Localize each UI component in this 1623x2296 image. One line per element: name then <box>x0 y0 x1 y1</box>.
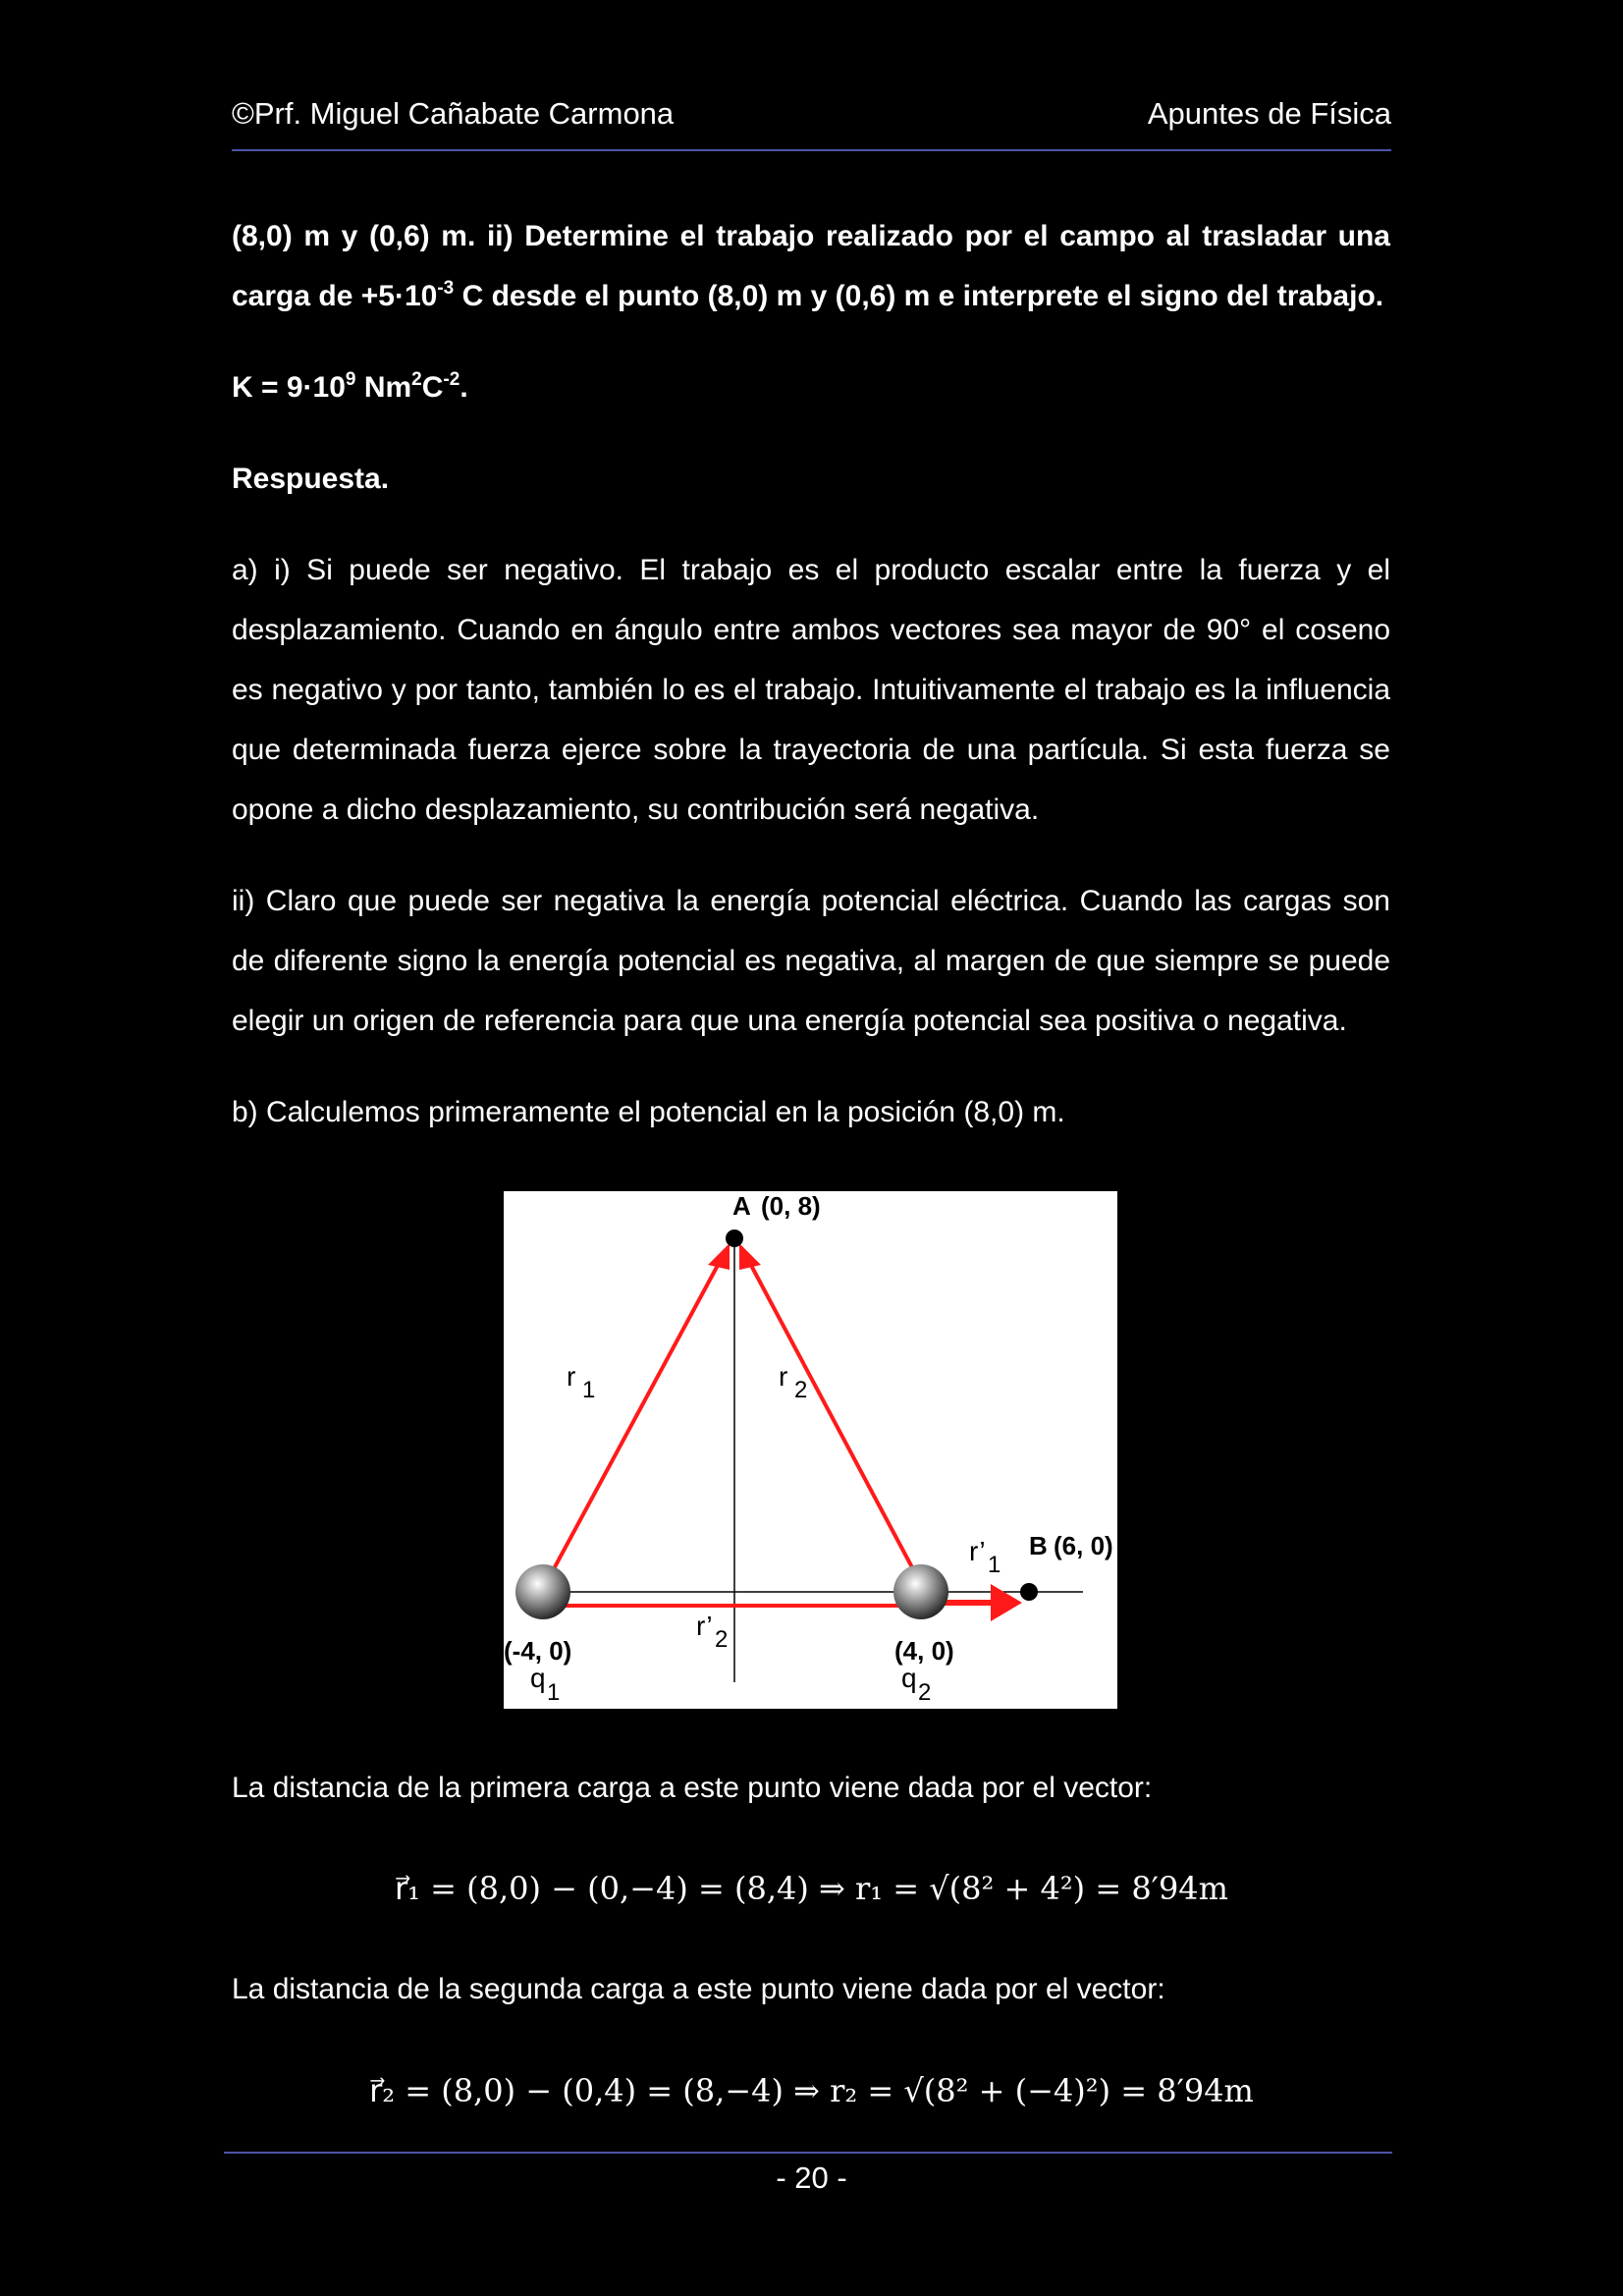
r1-arrowhead <box>708 1243 730 1270</box>
header-author: ©Prf. Miguel Cañabate Carmona <box>232 96 675 131</box>
label-r-prime-1: r’ <box>969 1536 986 1566</box>
k-text-2: Nm <box>355 371 412 404</box>
label-point-b: B <box>1029 1531 1048 1560</box>
page-header <box>232 90 1391 151</box>
distance-section <box>232 1758 1390 1818</box>
label-q2: q <box>901 1663 917 1693</box>
text-distance-2: La distancia de la segunda carga a este punto viene dada por el vector: <box>232 1973 1165 2005</box>
r2-arrowhead <box>739 1243 761 1270</box>
k-exp-3: -2 <box>443 369 460 390</box>
point-a-marker <box>726 1230 743 1247</box>
label-r2-sub: 2 <box>794 1377 808 1403</box>
equation-r2: r⃗₂ = (8,0) − (0,4) = (8,−4) ⇒ r₂ = √(8² + (−4)²) = 8′94m <box>369 2072 1254 2109</box>
r-prime-1-arrowhead <box>991 1584 1022 1621</box>
label-q1: q <box>530 1663 546 1693</box>
k-exp-1: 9 <box>345 369 356 390</box>
charge-q2-sphere <box>893 1564 948 1619</box>
k-text-4: . <box>460 371 468 404</box>
problem-line-1: (8,0) m y (0,6) m. ii) Determine el trabajo realizado por el campo al trasladar una carga <box>232 220 1390 312</box>
footer-rule <box>224 2152 1392 2154</box>
distance-section-2 <box>232 1959 1390 2019</box>
label-r-prime-1-sub: 1 <box>988 1552 1001 1578</box>
label-point-a: A <box>732 1191 751 1221</box>
equation-r1: r⃗₁ = (8,0) − (0,−4) = (8,4) ⇒ r₁ = √(8² + 4²) = 8′94m <box>394 1870 1228 1907</box>
label-point-b-coords: (6, 0) <box>1054 1531 1113 1560</box>
label-r1-sub: 1 <box>582 1377 596 1403</box>
r2-vector <box>747 1258 921 1584</box>
r1-vector <box>543 1258 722 1589</box>
label-q2-sub: 2 <box>918 1679 932 1706</box>
problem-exponent: -3 <box>437 278 455 299</box>
problem-line-2-post: C desde el punto (8,0) m y (0,6) m e interprete el signo del trabajo. <box>454 280 1384 312</box>
label-r-prime-2: r’ <box>696 1611 713 1641</box>
k-text-3: C <box>421 371 444 404</box>
charge-q1-sphere <box>515 1564 570 1619</box>
label-r1: r <box>567 1361 576 1392</box>
page-number: - 20 - <box>776 2160 847 2195</box>
paragraph-b: b) Calculemos primeramente el potencial en la posición (8,0) m. <box>232 1096 1065 1128</box>
charges-diagram <box>504 1191 1117 1709</box>
problem-statement <box>232 206 1390 326</box>
label-point-a-coords: (0, 8) <box>761 1191 821 1221</box>
page-body <box>232 206 1390 1142</box>
paragraph-ii: ii) Claro que puede ser negativa la energía potencial eléctrica. Cuando las cargas son de diferente signo la energía potencial es negativa, al margen de que siempre se puede elegir un origen de referencia para que una energía potencial sea positiva o negativa. <box>232 885 1390 1037</box>
k-exp-2: 2 <box>411 369 422 390</box>
paragraph-a: a) i) Si puede ser negativo. El trabajo es el producto escalar entre la fuerza y el desplazamiento. Cuando en ángulo entre ambos vectores sea mayor de 90° el coseno es negativo y por tanto, también lo es el trabajo. Intuitivamente el trabajo es la influencia que determinada fuerza ejerce sobre la trayectoria de una partícula. Si esta fuerza se opone a dicho desplazamiento, su contribución será negativa. <box>232 554 1390 826</box>
label-q1-coords: (-4, 0) <box>504 1636 572 1666</box>
point-b-marker <box>1020 1583 1038 1601</box>
label-q2-coords: (4, 0) <box>894 1636 954 1666</box>
label-q1-sub: 1 <box>547 1679 561 1706</box>
label-r2: r <box>779 1361 788 1392</box>
answer-heading: Respuesta. <box>232 463 390 495</box>
text-distance-1: La distancia de la primera carga a este punto viene dada por el vector: <box>232 1772 1153 1804</box>
diagram-svg <box>504 1191 1117 1709</box>
header-subject: Apuntes de Física <box>1147 96 1391 131</box>
k-text-1: K = 9·10 <box>232 371 346 404</box>
problem-line-2-pre: de +5·10 <box>318 280 438 312</box>
label-r-prime-2-sub: 2 <box>715 1626 729 1653</box>
constant-k <box>232 357 1390 417</box>
